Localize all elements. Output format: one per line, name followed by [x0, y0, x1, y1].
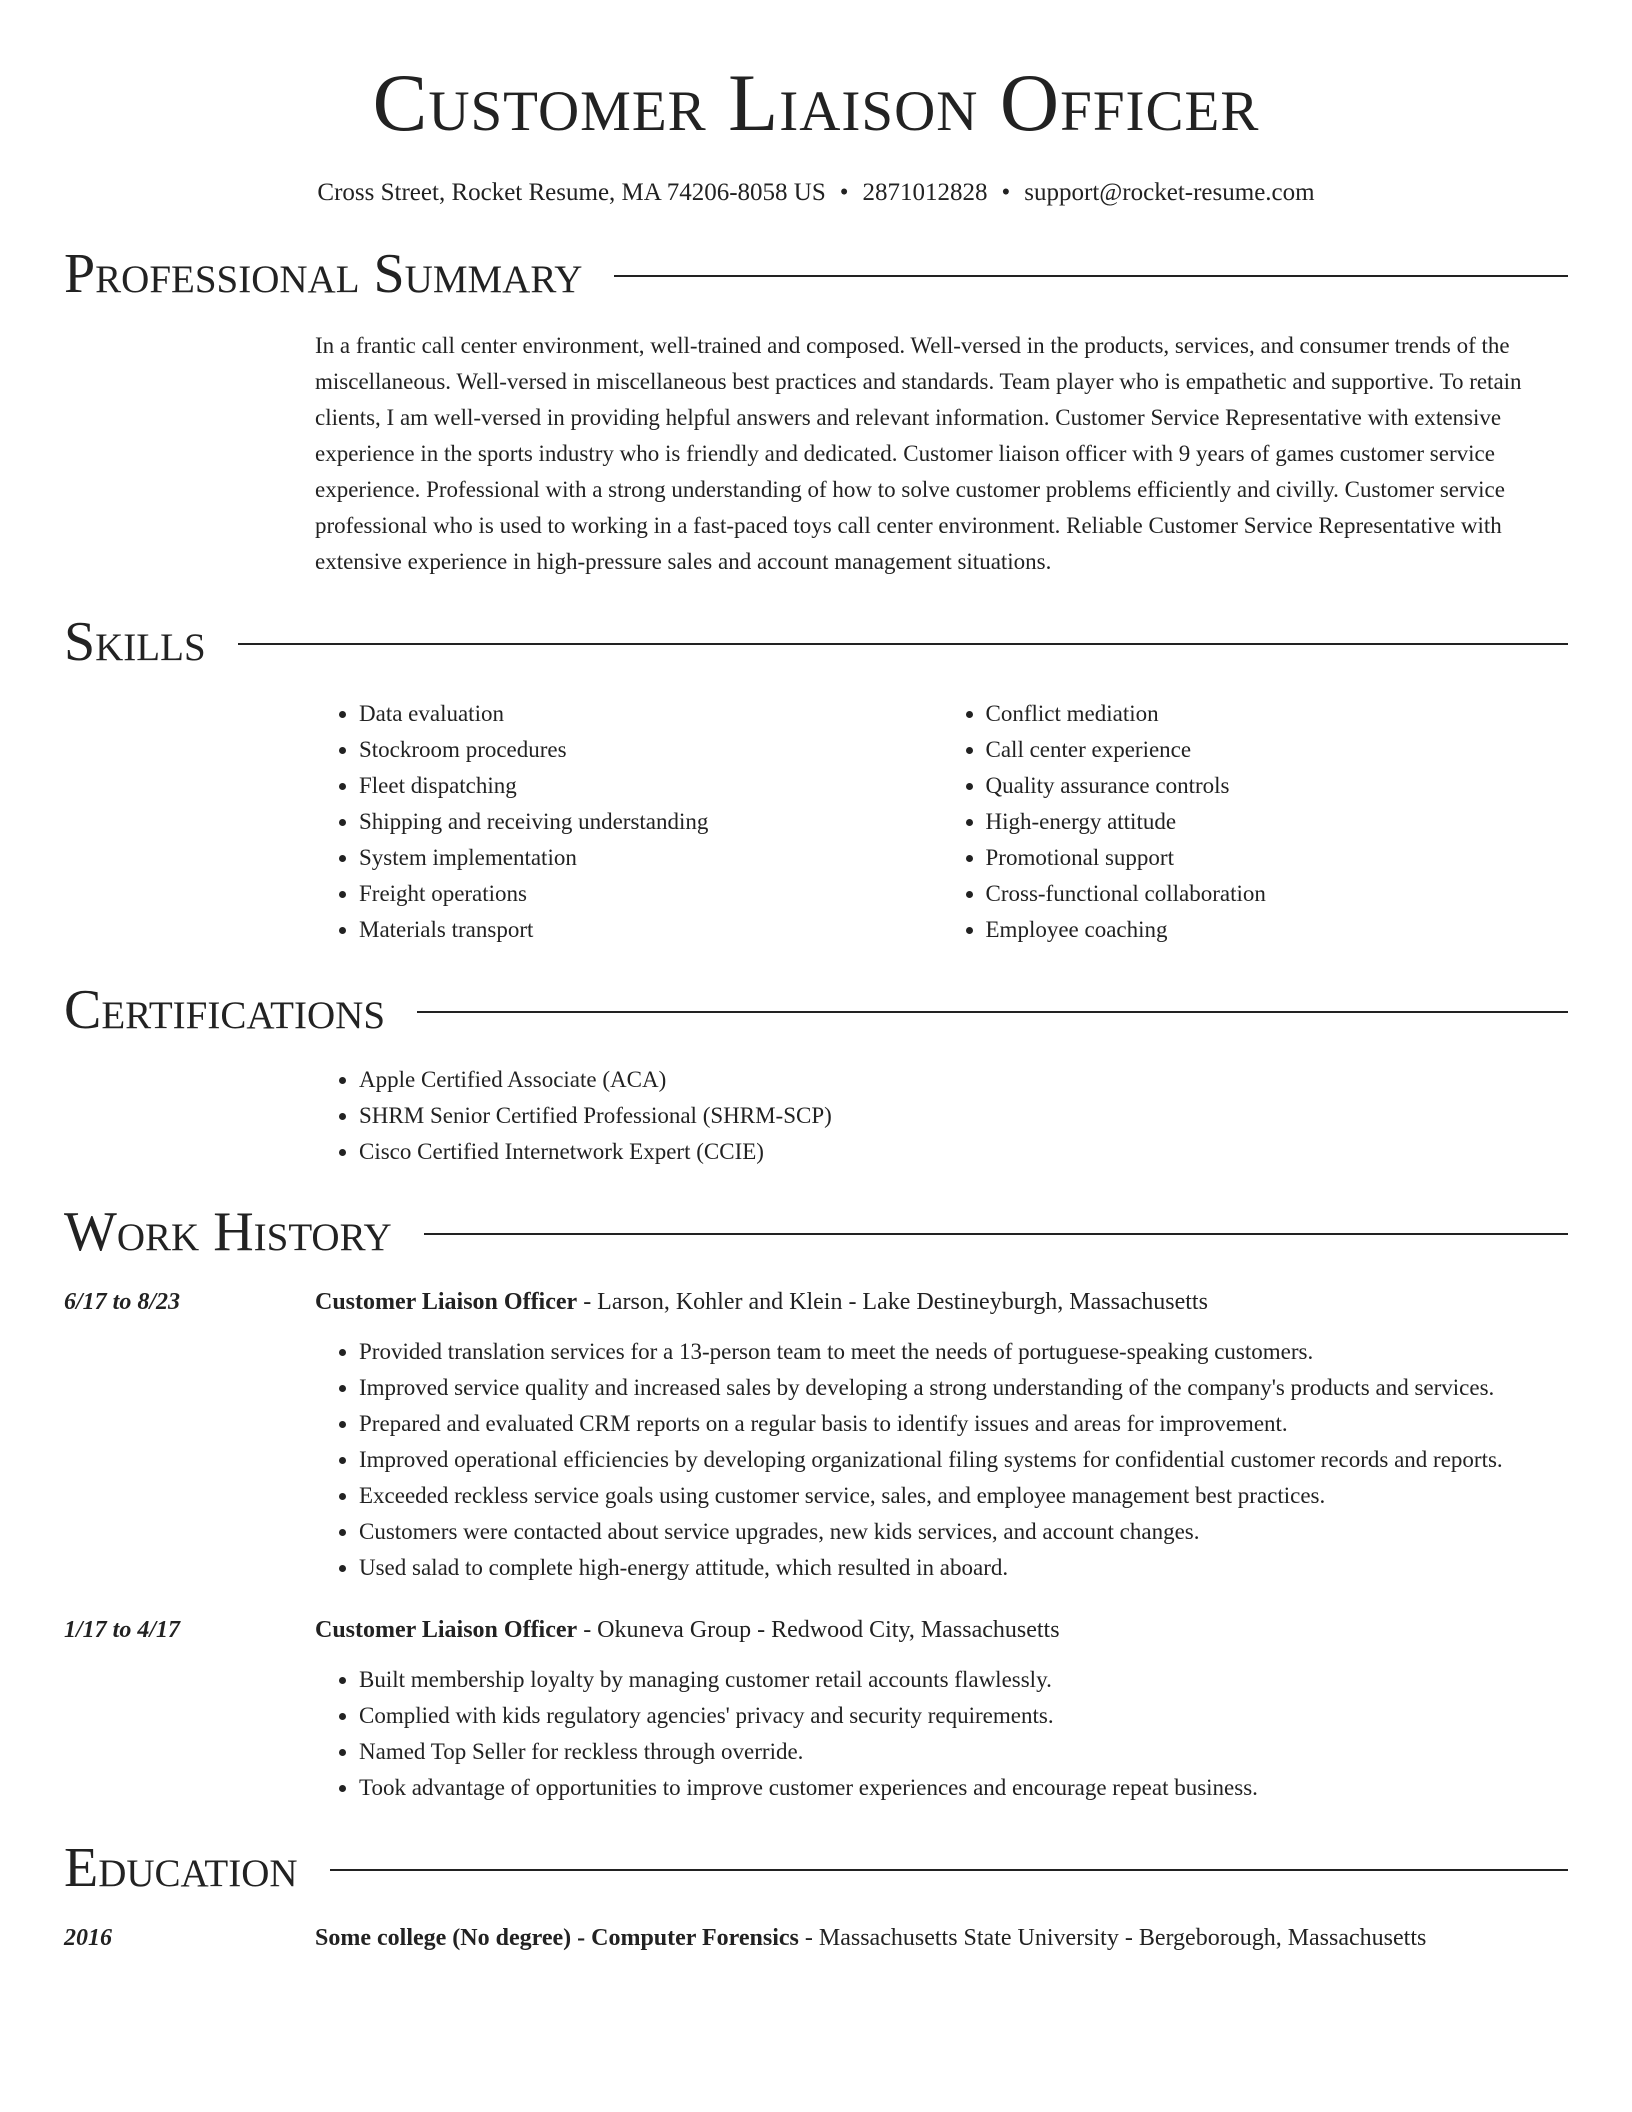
job-title-line: [315, 1612, 1568, 1648]
job-entry: [64, 1612, 1568, 1806]
contact-phone: 2871012828: [862, 179, 988, 206]
job-title: Customer Liaison Officer: [315, 1289, 578, 1315]
skill-item: • System implementation: [359, 840, 942, 876]
education-section-header: [64, 1836, 1568, 1900]
job-bullet-list: [315, 1662, 1568, 1806]
job-bullet-list: [315, 1334, 1568, 1586]
job-header: [64, 1284, 1568, 1320]
education-degree: Some college (No degree) - Computer Forensics: [315, 1925, 799, 1951]
section-divider: [424, 1233, 1568, 1235]
skill-item: • Stockroom procedures: [359, 732, 942, 768]
skill-item: • Shipping and receiving understanding: [359, 804, 942, 840]
skill-item: • High-energy attitude: [986, 804, 1569, 840]
contact-email: support@rocket-resume.com: [1024, 179, 1315, 206]
skills-list-left: [315, 696, 942, 948]
certifications-list: [315, 1062, 1568, 1170]
section-divider: [330, 1869, 1568, 1871]
summary-section-header: [64, 242, 1568, 306]
skill-item: • Conflict mediation: [986, 696, 1569, 732]
job-bullet: • Named Top Seller for reckless through override.: [359, 1734, 1568, 1770]
section-divider: [614, 275, 1568, 277]
summary-heading: Professional Summary: [64, 243, 583, 305]
job-dates: 1/17 to 4/17: [64, 1617, 181, 1643]
skill-item: • Quality assurance controls: [986, 768, 1569, 804]
education-school-location: - Massachusetts State University - Bergeborough, Massachusetts: [798, 1925, 1427, 1951]
skill-item: • Promotional support: [986, 840, 1569, 876]
job-title-line: [315, 1284, 1568, 1320]
job-header: [64, 1612, 1568, 1648]
certifications-section-header: [64, 978, 1568, 1042]
job-bullet: • Provided translation services for a 13-person team to meet the needs of portuguese-speaking customers.: [359, 1334, 1568, 1370]
job-bullet: • Prepared and evaluated CRM reports on a regular basis to identify issues and areas for improvement.: [359, 1406, 1568, 1442]
job-bullet: • Exceeded reckless service goals using customer service, sales, and employee management best practices.: [359, 1478, 1568, 1514]
skills-heading: Skills: [64, 611, 206, 673]
skill-item: • Cross-functional collaboration: [986, 876, 1569, 912]
contact-separator: •: [839, 179, 849, 206]
job-entry: [64, 1284, 1568, 1586]
job-bullets: [315, 1334, 1568, 1586]
certification-item: • Cisco Certified Internetwork Expert (CCIE): [359, 1134, 1568, 1170]
certification-item: • SHRM Senior Certified Professional (SHRM-SCP): [359, 1098, 1568, 1134]
certifications-block: [315, 1062, 1568, 1170]
education-year: 2016: [64, 1925, 112, 1951]
education-line: [315, 1920, 1568, 1956]
skill-item: • Call center experience: [986, 732, 1569, 768]
job-bullets: [315, 1662, 1568, 1806]
skill-item: • Fleet dispatching: [359, 768, 942, 804]
skill-item: • Data evaluation: [359, 696, 942, 732]
job-bullet: • Built membership loyalty by managing customer retail accounts flawlessly.: [359, 1662, 1568, 1698]
section-divider: [417, 1011, 1568, 1013]
job-company-location: - Okuneva Group - Redwood City, Massachusetts: [577, 1617, 1060, 1643]
section-divider: [238, 643, 1568, 645]
contact-address: Cross Street, Rocket Resume, MA 74206-8058 US: [317, 179, 826, 206]
job-company-location: - Larson, Kohler and Klein - Lake Destineyburgh, Massachusetts: [577, 1289, 1208, 1315]
skill-item: • Freight operations: [359, 876, 942, 912]
skill-item: • Employee coaching: [986, 912, 1569, 948]
job-bullet: • Took advantage of opportunities to improve customer experiences and encourage repeat business.: [359, 1770, 1568, 1806]
education-entry: [64, 1920, 1568, 1956]
job-bullet: • Complied with kids regulatory agencies' privacy and security requirements.: [359, 1698, 1568, 1734]
job-bullet: • Improved service quality and increased sales by developing a strong understanding of the company's products and services.: [359, 1370, 1568, 1406]
certification-item: • Apple Certified Associate (ACA): [359, 1062, 1568, 1098]
contact-line: [64, 178, 1568, 208]
education-row: [64, 1920, 1568, 1956]
contact-separator: •: [1001, 179, 1011, 206]
skills-columns: [315, 696, 1568, 948]
skills-list-right: [942, 696, 1569, 948]
skills-section-header: [64, 610, 1568, 674]
job-bullet: • Improved operational efficiencies by developing organizational filing systems for confidential customer records and reports.: [359, 1442, 1568, 1478]
job-dates: 6/17 to 8/23: [64, 1289, 181, 1315]
summary-text: In a frantic call center environment, well-trained and composed. Well-versed in the products, services, and consumer trends of the miscellaneous. Well-versed in miscellaneous best practices and standards. Team player who is empathetic and supportive. To retain clients, I am well-versed in providing helpful answers and relevant information. Customer Service Representative with extensive experience in the sports industry who is friendly and dedicated. Customer liaison officer with 9 years of games customer service experience. Professional with a strong understanding of how to solve customer problems efficiently and civilly. Customer service professional who is used to working in a fast-paced toys call center environment. Reliable Customer Service Representative with extensive experience in high-pressure sales and account management situations.: [315, 333, 1522, 574]
skill-item: • Materials transport: [359, 912, 942, 948]
page-title: Customer Liaison Officer: [372, 57, 1260, 148]
work-section-header: [64, 1200, 1568, 1264]
education-heading: Education: [64, 1837, 298, 1899]
job-title: Customer Liaison Officer: [315, 1617, 578, 1643]
job-bullet: • Customers were contacted about service upgrades, new kids services, and account changes.: [359, 1514, 1568, 1550]
certifications-heading: Certifications: [64, 979, 386, 1041]
job-bullet: • Used salad to complete high-energy attitude, which resulted in aboard.: [359, 1550, 1568, 1586]
work-heading: Work History: [64, 1201, 392, 1263]
